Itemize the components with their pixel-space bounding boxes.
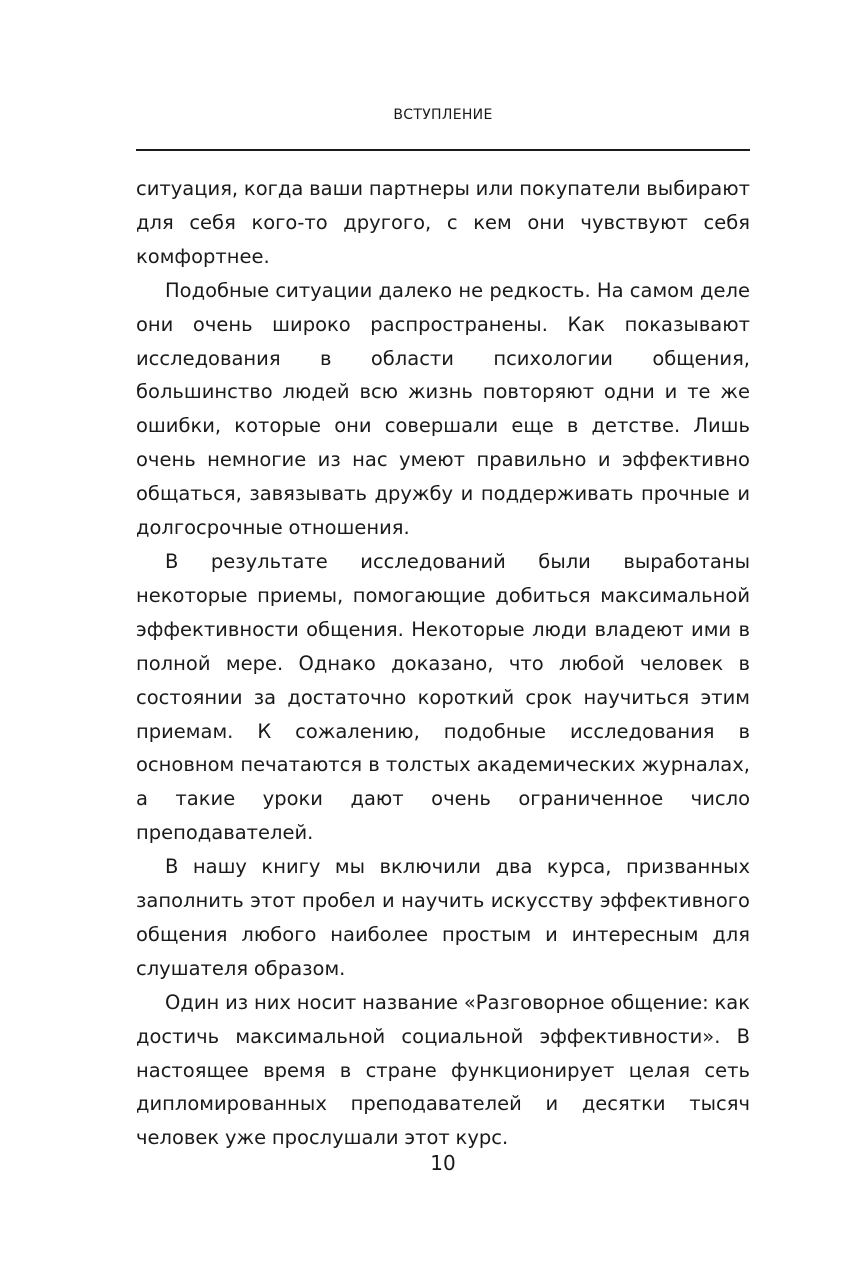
header-rule xyxy=(136,149,750,151)
paragraph: В результате исследований были выработаны некоторые приемы, помогающие добиться максимальной эффективности общения. Некоторые люди владеют ими в полной мере. Однако доказано, что любой человек в состоянии за достаточно короткий срок научиться этим приемам. К сожалению, подобные исследования в основном печатаются в толстых академических журналах, а такие уроки дают очень ограниченное число преподавателей. xyxy=(136,549,750,845)
page-number: 10 xyxy=(430,1151,456,1175)
paragraph: В нашу книгу мы включили два курса, призванных заполнить этот пробел и научить искусству эффективного общения любого наиболее простым и интересным для слушателя образом. xyxy=(136,855,750,980)
running-head: ВСТУПЛЕНИЕ xyxy=(393,107,493,123)
paragraph: Подобные ситуации далеко не редкость. На самом деле они очень широко распространены. Как показывают исследования в области психологии общения, большинство людей всю жизнь повторяют одни и те же ошибки, которые они совершали еще в детстве. Лишь очень немногие из нас умеют правильно и эффективно общаться, завязывать дружбу и поддерживать прочные и долгосрочные отношения. xyxy=(136,278,750,540)
paragraph-continued: ситуация, когда ваши партнеры или покупатели выбирают для себя кого-то другого, с кем они чувствуют себя комфортнее. xyxy=(136,177,750,268)
body-text xyxy=(136,172,750,1155)
paragraph: Один из них носит название «Разговорное общение: как достичь максимальной социальной эффективности». В настоящее время в стране функционирует целая сеть дипломированных преподавателей и десятки тысяч человек уже прослушали этот курс. xyxy=(136,990,750,1150)
